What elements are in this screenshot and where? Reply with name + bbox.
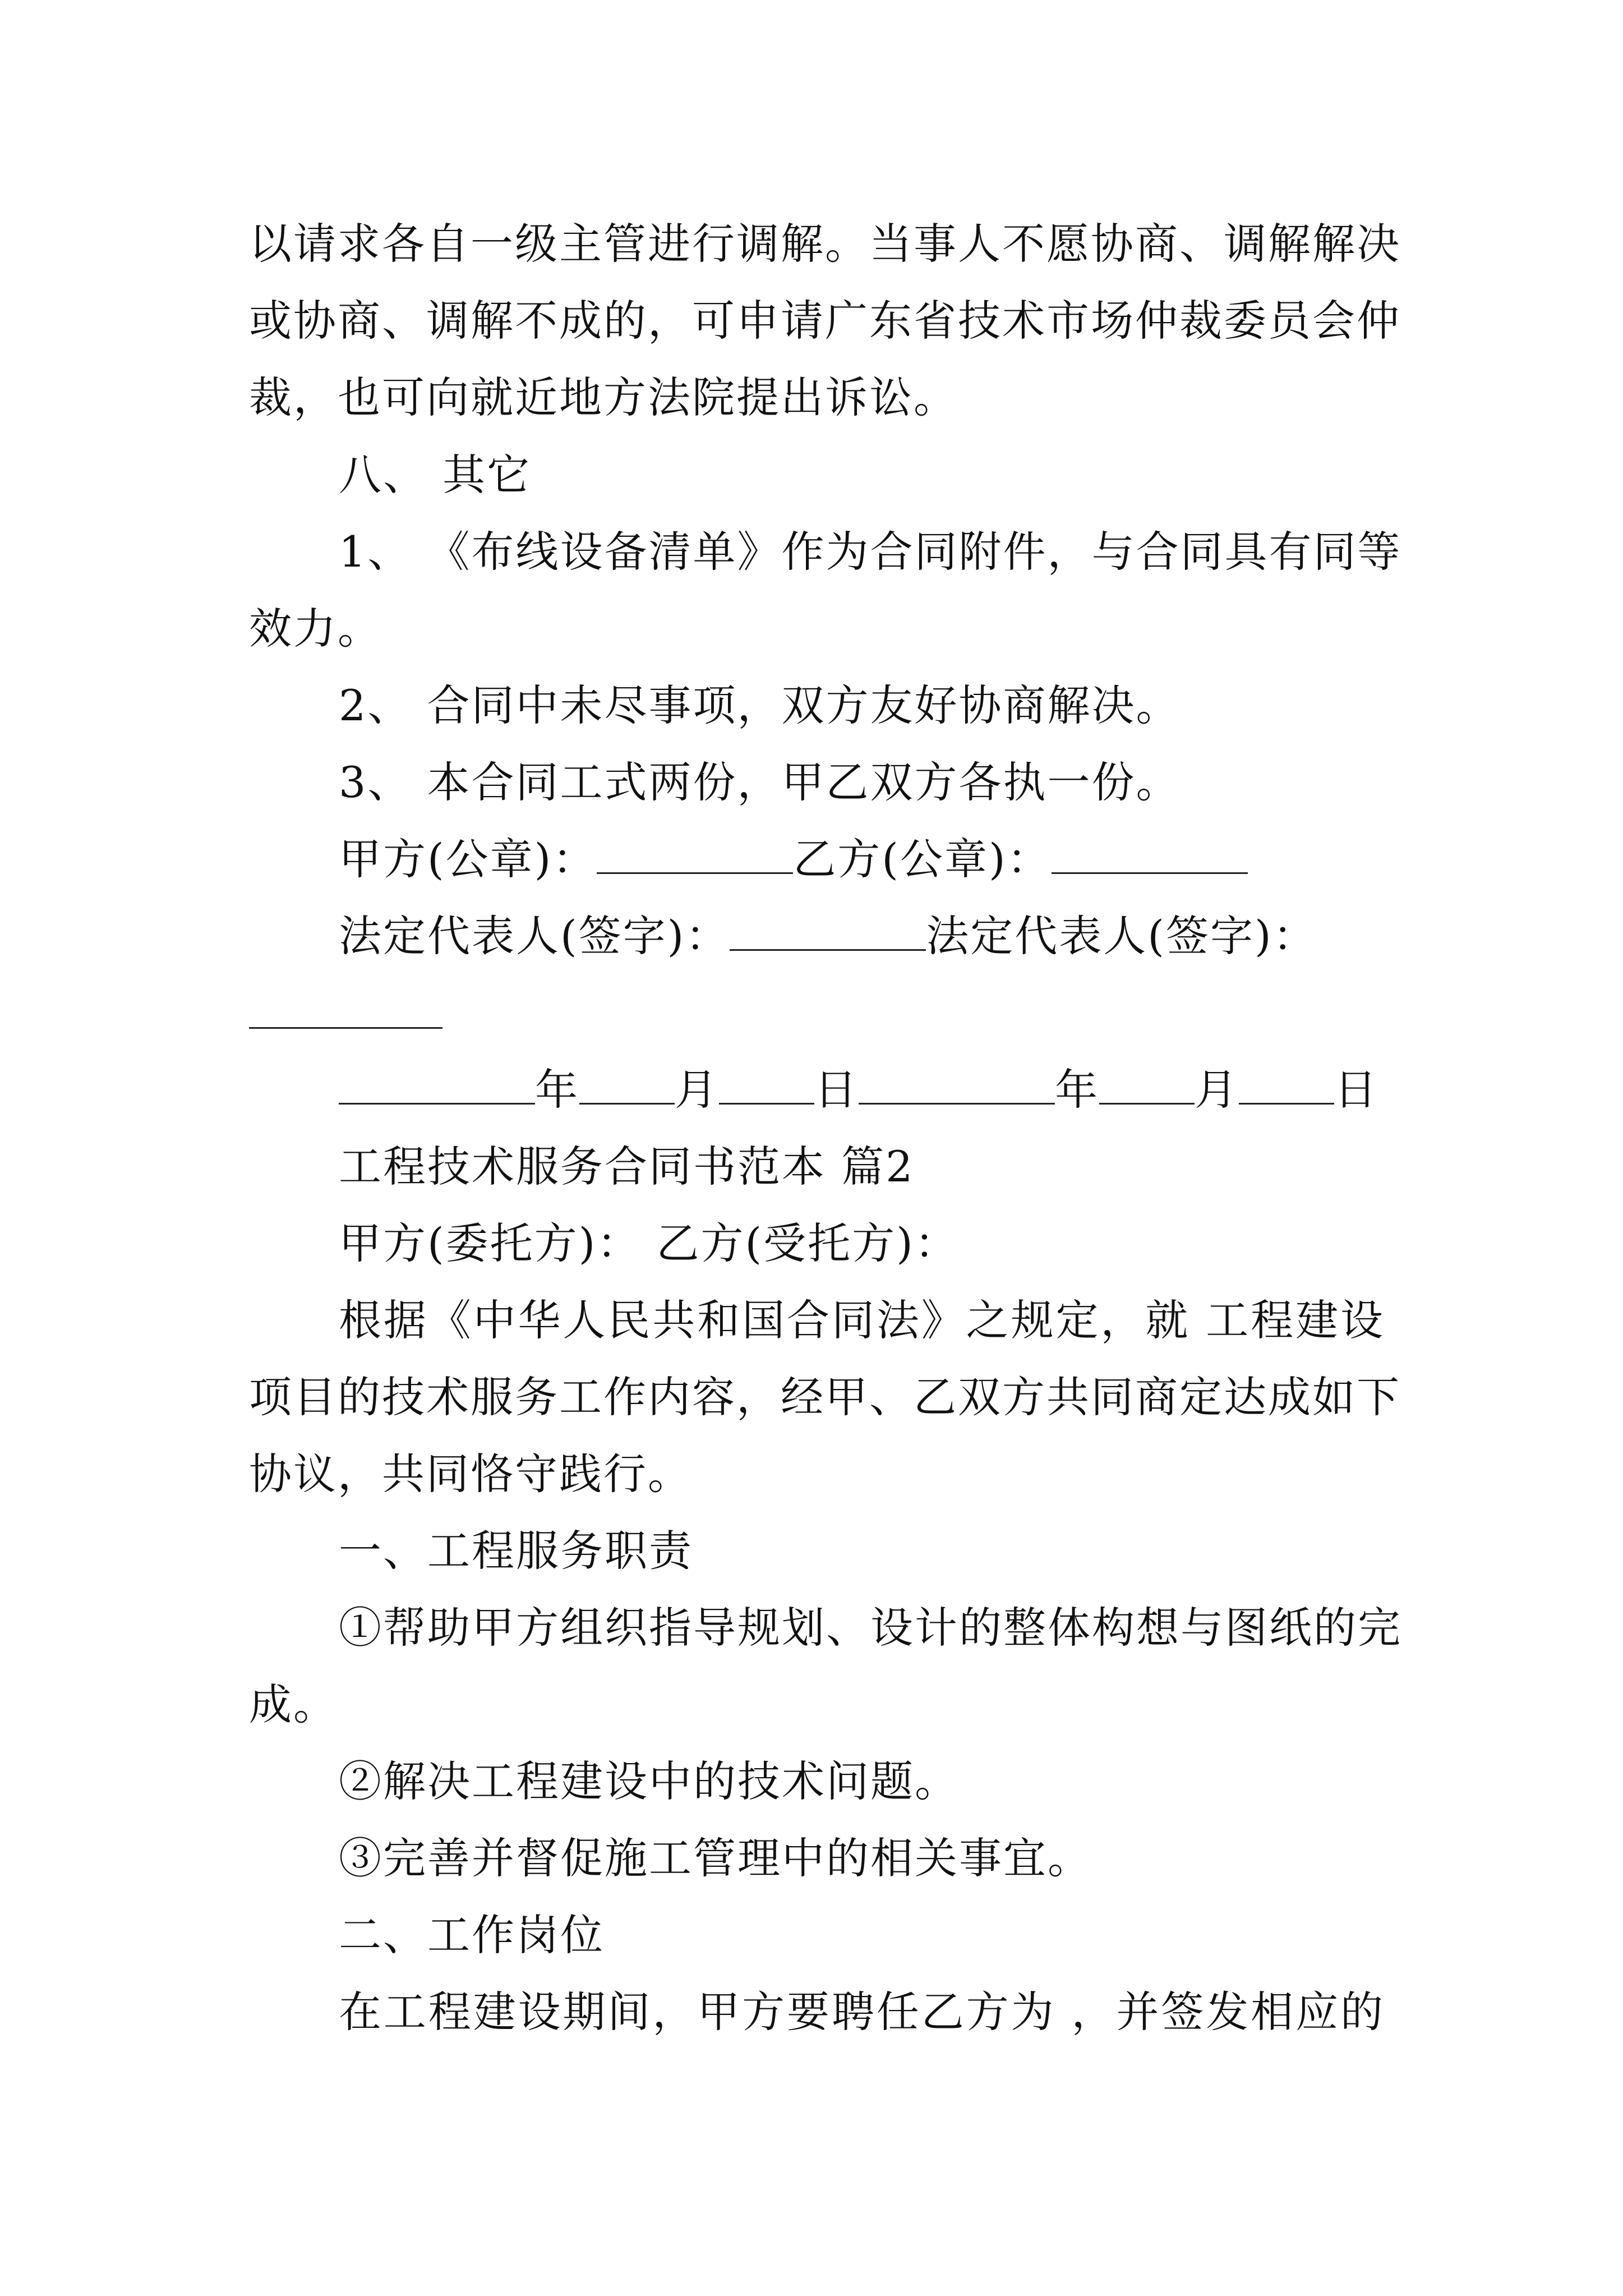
party-b-seal-blank — [1052, 836, 1248, 874]
clause-3: 3、 本合同工式两份，甲乙双方各执一份。 — [339, 757, 1181, 807]
party-a-seal-label: 甲方(公章)： — [339, 834, 597, 884]
clause-1-line-1: 1、 《布线设备清单》作为合同附件，与合同具有同等 — [339, 527, 1402, 577]
section-heading-position: 二、工作岗位 — [339, 1910, 605, 1960]
parties-line: 甲方(委托方)： 乙方(受托方)： — [339, 1218, 959, 1268]
date-b-month-label: 月 — [1195, 1065, 1239, 1115]
date-b-day-label: 日 — [1334, 1065, 1378, 1115]
section-title: 工程技术服务合同书范本 篇2 — [339, 1142, 915, 1191]
date-b-day-blank — [1239, 1067, 1334, 1105]
paragraph-line-3: 裁，也可向就近地方法院提出诉讼。 — [249, 372, 958, 422]
party-b-rep-blank — [249, 1027, 442, 1029]
duty-3: ③完善并督促施工管理中的相关事宜。 — [339, 1833, 1092, 1883]
date-b-month-blank — [1099, 1067, 1195, 1105]
date-a-year-blank — [339, 1067, 535, 1105]
signature-rep-row — [339, 911, 1623, 961]
preamble-line-1: 根据《中华人民共和国合同法》之规定，就 工程建设 — [339, 1295, 1385, 1345]
section-heading-other: 八、 其它 — [339, 450, 532, 500]
party-a-seal-blank — [597, 836, 793, 874]
date-row — [339, 1065, 1623, 1115]
position-line-1: 在工程建设期间，甲方要聘任乙方为 ，并签发相应的 — [339, 1987, 1385, 2037]
signature-seal-row — [339, 834, 1623, 885]
duty-2: ②解决工程建设中的技术问题。 — [339, 1756, 959, 1806]
date-a-year-label: 年 — [535, 1065, 579, 1115]
clause-1-line-2: 效力。 — [249, 604, 382, 654]
preamble-line-2: 项目的技术服务工作内容，经甲、乙双方共同商定达成如下 — [249, 1372, 1401, 1422]
duty-1-line-2: 成。 — [249, 1680, 338, 1729]
date-a-month-label: 月 — [675, 1065, 719, 1115]
date-a-day-blank — [719, 1067, 814, 1105]
clause-2: 2、 合同中未尽事项，双方友好协商解决。 — [339, 680, 1181, 730]
date-a-month-blank — [579, 1067, 675, 1105]
date-b-year-label: 年 — [1055, 1065, 1099, 1115]
party-a-rep-label: 法定代表人(签字)： — [339, 911, 730, 961]
date-b-year-blank — [859, 1067, 1055, 1105]
party-a-rep-blank — [730, 913, 926, 951]
party-b-rep-label: 法定代表人(签字)： — [926, 911, 1317, 961]
date-a-day-label: 日 — [814, 1065, 859, 1115]
preamble-line-3: 协议，共同恪守践行。 — [249, 1449, 692, 1499]
party-b-seal-label: 乙方(公章)： — [793, 834, 1052, 884]
paragraph-line-2: 或协商、调解不成的，可申请广东省技术市场仲裁委员会仲 — [249, 296, 1401, 346]
paragraph-line-1: 以请求各自一级主管进行调解。当事人不愿协商、调解解决 — [249, 219, 1401, 269]
duty-1-line-1: ①帮助甲方组织指导规划、设计的整体构想与图纸的完 — [339, 1603, 1402, 1653]
section-heading-duties: 一、工程服务职责 — [339, 1526, 693, 1576]
